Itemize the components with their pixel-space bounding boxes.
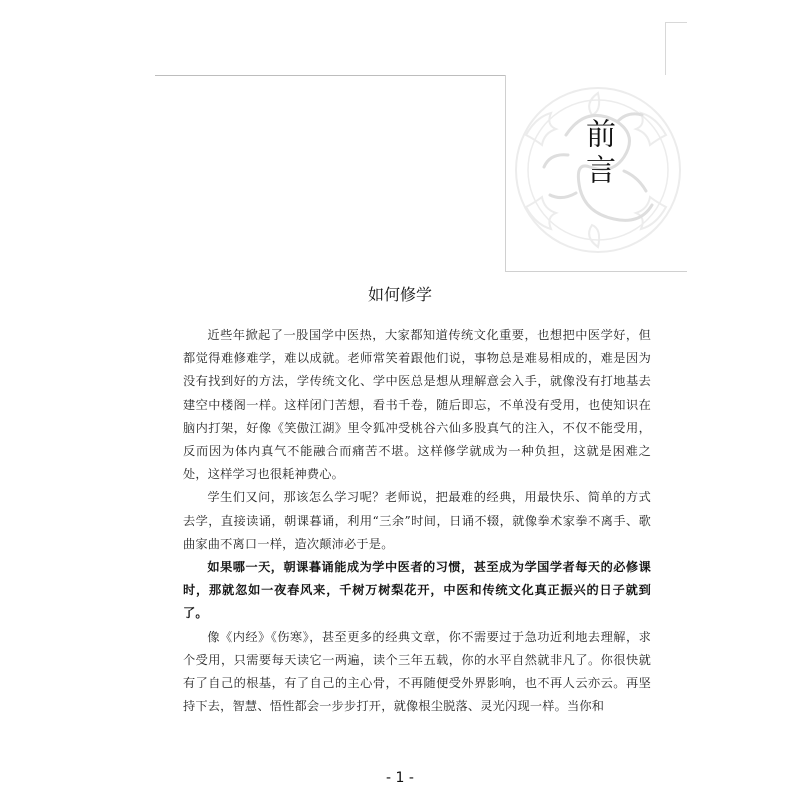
- paragraph: 学生们又问，那该怎么学习呢？老师说，把最难的经典，用最快乐、简单的方式去学，直接读诵，朝课暮诵，利用“三余”时间，日诵不辍，就像拳术家拳不离手、歌曲家曲不离口一样，造次颠沛必于是。: [183, 490, 651, 551]
- body-text: [183, 324, 651, 718]
- paragraph-emphasis: 如果哪一天，朝课暮诵能成为学中医者的习惯，甚至成为学国学者每天的必修课时，那就忽如一夜春风来，千树万树梨花开，中医和传统文化真正振兴的日子就到了。: [183, 560, 651, 621]
- corner-tab: [665, 22, 687, 76]
- section-title: 如何修学: [367, 285, 432, 304]
- paragraph: 近些年掀起了一股国学中医热，大家都知道传统文化重要，也想把中医学好，但都觉得难修难学，难以成就。老师常笑着跟他们说，事物总是难易相成的，难是因为没有找到好的方法，学传统文化、学中医总是想从理解意会入手，就像没有打地基去建空中楼阁一样。这样闭门苦想，看书千卷，随后即忘，不单没有受用，也使知识在脑内打架，好像《笑傲江湖》里令狐冲受桃谷六仙多股真气的注入，不仅不能受用，反而因为体内真气不能融合而痛苦不堪。这样修学就成为一种负担，这就是困难之处，这样学习也很耗神费心。: [183, 328, 651, 482]
- paragraph: 像《内经》《伤寒》，甚至更多的经典文章，你不需要过于急功近利地去理解，求个受用，只需要每天读它一两遍，读个三年五载，你的水平自然就非凡了。你很快就有了自己的根基，有了自己的主心骨，不再随便受外界影响，也不再人云亦云。再坚持下去，智慧、悟性都会一步步打开，就像根尘脱落、灵光闪现一样。当你和: [183, 629, 651, 714]
- chapter-header-panel: [505, 75, 687, 272]
- chapter-heading: 前言: [580, 118, 615, 190]
- page-number: - 1 -: [386, 770, 414, 786]
- top-rule: [155, 75, 505, 76]
